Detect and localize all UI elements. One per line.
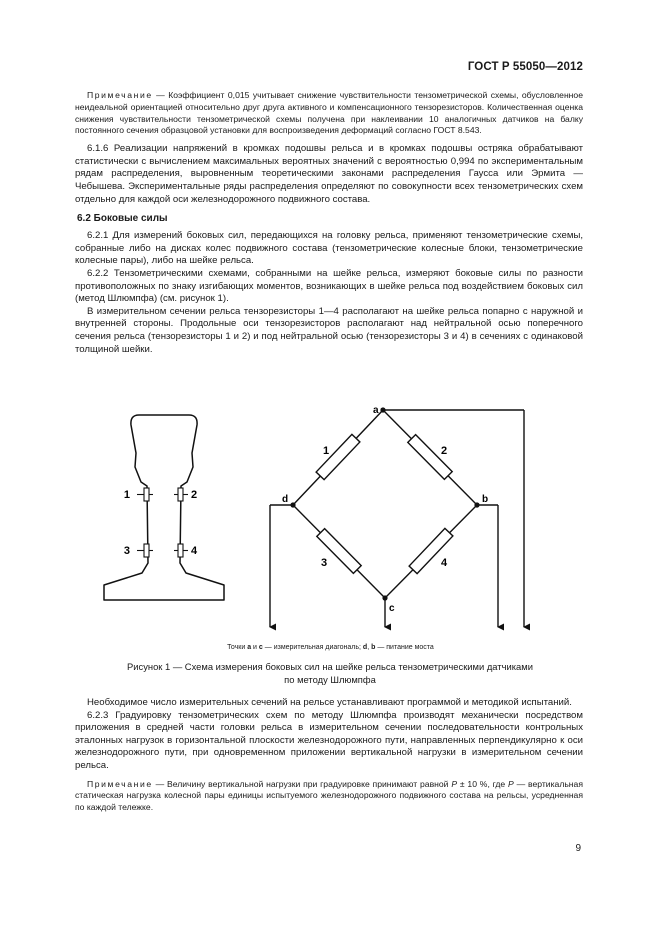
legend-node-c: c bbox=[258, 644, 263, 651]
bridge-resistor-1 bbox=[316, 434, 360, 479]
note-1-text: — Коэффициент 0,015 учитывает снижение чувствительности тензометрической схемы, обусловленное неидеальной ориентацией относительно друг друга активного и компенсационного тензорезисторов. Количественная оценка снижения чувствительности тензометрической схемы получена при наклеивании 10 аналогичных датчиков на балку постоянного сечения образцовой установки для воспроизведения деформаций согласно ГОСТ 8.543. bbox=[75, 90, 583, 136]
figure-caption bbox=[90, 661, 570, 686]
figure-caption-line-1: Рисунок 1 — Схема измерения боковых сил на шейке рельса тензометрическими датчиками bbox=[127, 661, 533, 672]
figure-diagram bbox=[0, 395, 661, 640]
strain-gauge-4 bbox=[174, 544, 188, 557]
paragraph-6-2-2: 6.2.2 Тензометрическими схемами, собранными на шейке рельса, измеряют боковые силы по разности противоположных по знаку изгибающих моментов, возникающих в шейке рельса под воздействием боковых сил (метод Шлюмпфа) (см. рисунок 1). bbox=[75, 267, 583, 305]
paragraph-measure-section: В измерительном сечении рельса тензорезисторы 1—4 располагают на шейке рельса попарно с наружной и внутренней стороны. Продольные оси тензорезисторов располагают над нейтральной осью поперечного сечения рельса (тензорезисторы 1 и 2) и под нейтральной осью (тензорезисторы 3 и 4) в сечениях с одинаковой толщиной шейки. bbox=[75, 305, 583, 355]
lower-text bbox=[75, 697, 583, 814]
note-2-text: — вертикальная статическая нагрузка колесной пары единицы испытуемого железнодорожного подвижного состава на рельсы, усредненная по каждой тележке. bbox=[75, 778, 583, 813]
standard-code: ГОСТ Р 55050—2012 bbox=[467, 61, 583, 73]
note-1-label: Примечание bbox=[87, 90, 153, 100]
paragraph-6-2-3: 6.2.3 Градуировку тензометрических схем по методу Шлюмпфа производят механически посредством приложения в средней части головки рельса в измерительном сечении последовательности контрольных эталонных нагрузок в горизонтальной плоскости железнодорожного пути, направленных перпендикулярно к оси железнодорожного пути, при одновременном приложении вертикальной нагрузки в измерительном сечении рельса. bbox=[75, 709, 583, 771]
legend-node-a: a bbox=[247, 644, 252, 651]
page-number: 9 bbox=[575, 843, 581, 854]
paragraph-6-1-6: 6.1.6 Реализации напряжений в кромках подошвы рельса и в кромках подошвы остряка обрабатывают статистически с вычислением максимальных вероятных значений с вероятностью 0,994 по экспериментальным рядам распределения, выровненным теоретическими законами распределения Гаусса или Эрмита — Чебышева. Экспериментальные ряды распределения определяют по совокупности всех тензометрических схем отдельно для каждой оси железнодорожного подвижного состава. bbox=[75, 143, 583, 205]
note-2-variable-p: P bbox=[508, 778, 514, 789]
section-heading-6-2: 6.2 Боковые силы bbox=[77, 213, 168, 225]
bridge-resistor-2 bbox=[408, 435, 452, 480]
figure-legend bbox=[0, 644, 661, 651]
rail-cross-section bbox=[104, 415, 224, 600]
node-b-label: b bbox=[482, 494, 489, 505]
gauge-label-4: 4 bbox=[191, 545, 198, 557]
note-2 bbox=[75, 779, 583, 814]
legend-text: — питание моста bbox=[375, 644, 434, 651]
gauge-label-1: 1 bbox=[123, 489, 130, 501]
main-text bbox=[75, 90, 583, 356]
figure-1 bbox=[0, 395, 661, 695]
resistor-label-2: 2 bbox=[441, 445, 448, 457]
strain-gauge-2 bbox=[174, 488, 188, 501]
resistor-label-1: 1 bbox=[323, 445, 330, 457]
gauge-label-2: 2 bbox=[191, 489, 198, 501]
node-c-dot bbox=[382, 595, 387, 600]
resistor-label-4: 4 bbox=[441, 557, 448, 569]
paragraph-required-sections: Необходимое число измерительных сечений на рельсе устанавливают программой и методикой испытаний. bbox=[87, 697, 572, 708]
node-b-dot bbox=[474, 502, 479, 507]
figure-caption-line-2: по методу Шлюмпфа bbox=[284, 673, 376, 685]
gauge-label-3: 3 bbox=[123, 545, 130, 557]
paragraph-6-2-1: 6.2.1 Для измерений боковых сил, передающихся на головку рельса, применяют тензометрические схемы, собранные либо на дисках колес подвижного состава (тензометрические колесные блоки, тензометрические колесные пары), либо на шейке рельса. bbox=[75, 230, 583, 267]
legend-text: Точки bbox=[227, 644, 248, 651]
strain-gauge-3 bbox=[137, 544, 153, 557]
resistor-label-3: 3 bbox=[321, 557, 328, 569]
note-2-text: — Величину вертикальной нагрузки при градуировке принимают равной bbox=[152, 778, 452, 789]
legend-text: — измерительная диагональ; bbox=[262, 644, 363, 651]
note-2-variable-p: P bbox=[451, 778, 458, 789]
legend-node-d: d bbox=[362, 644, 368, 651]
legend-text: и bbox=[251, 644, 259, 651]
legend-text: , bbox=[367, 644, 372, 651]
node-d-dot bbox=[290, 502, 295, 507]
node-a-dot bbox=[380, 407, 385, 412]
node-c-label: c bbox=[389, 603, 395, 614]
note-1 bbox=[75, 90, 583, 137]
node-d-label: d bbox=[282, 494, 289, 505]
legend-node-b: b bbox=[371, 644, 376, 651]
note-2-label: Примечание bbox=[87, 778, 153, 789]
node-a-label: a bbox=[373, 405, 379, 416]
wheatstone-bridge bbox=[270, 410, 524, 627]
strain-gauge-1 bbox=[137, 488, 153, 501]
note-2-text: ± 10 %, где bbox=[457, 778, 509, 789]
